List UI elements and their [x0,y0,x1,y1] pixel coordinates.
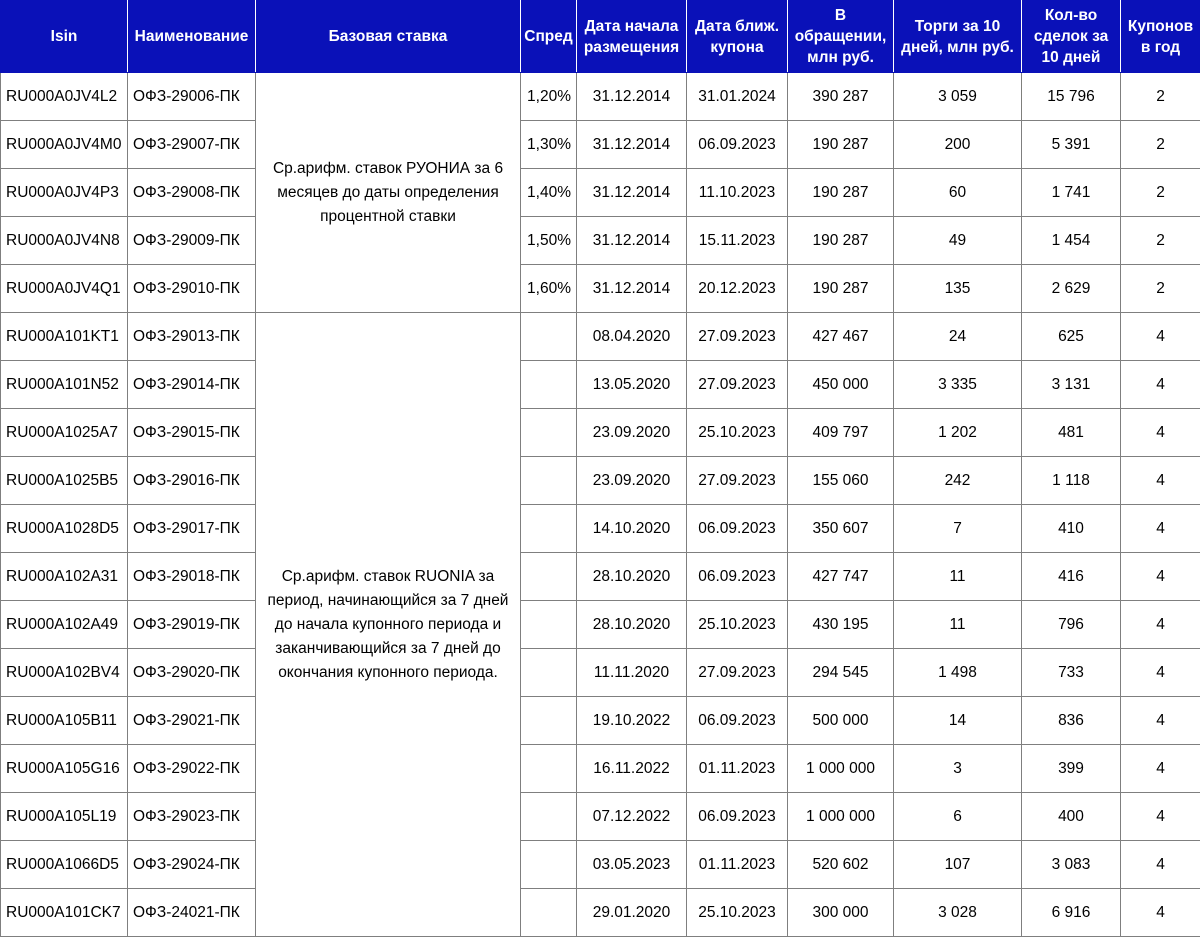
isin-cell: RU000A101CK7 [1,889,128,937]
start-date-cell: 19.10.2022 [577,697,687,745]
table-row [1,505,1200,553]
base-rate-cell: Ср.арифм. ставок RUONIA за период, начинающийся за 7 дней до начала купонного периода и заканчивающийся за 7 дней до окончания купонного периода. [256,313,521,937]
start-date-cell: 16.11.2022 [577,745,687,793]
coupons-per-year-cell: 2 [1121,217,1200,265]
turnover-cell: 242 [894,457,1022,505]
turnover-cell: 1 498 [894,649,1022,697]
deals-cell: 481 [1022,409,1121,457]
table-row [1,697,1200,745]
turnover-cell: 60 [894,169,1022,217]
coupons-per-year-cell: 4 [1121,649,1200,697]
outstanding-cell: 190 287 [788,265,894,313]
deals-cell: 15 796 [1022,73,1121,121]
isin-cell: RU000A1025B5 [1,457,128,505]
outstanding-cell: 155 060 [788,457,894,505]
start-date-cell: 08.04.2020 [577,313,687,361]
outstanding-cell: 409 797 [788,409,894,457]
name-cell: ОФЗ-29024-ПК [128,841,256,889]
turnover-cell: 107 [894,841,1022,889]
coupons-per-year-cell: 4 [1121,841,1200,889]
name-cell: ОФЗ-29015-ПК [128,409,256,457]
isin-cell: RU000A0JV4P3 [1,169,128,217]
spread-cell: 1,30% [521,121,577,169]
next-coupon-cell: 31.01.2024 [687,73,788,121]
name-cell: ОФЗ-29019-ПК [128,601,256,649]
deals-cell: 6 916 [1022,889,1121,937]
next-coupon-cell: 27.09.2023 [687,649,788,697]
start-date-cell: 31.12.2014 [577,121,687,169]
spread-cell [521,409,577,457]
isin-cell: RU000A102A31 [1,553,128,601]
coupons-per-year-cell: 4 [1121,457,1200,505]
isin-cell: RU000A105L19 [1,793,128,841]
start-date-cell: 31.12.2014 [577,73,687,121]
header-spread: Спред [521,1,577,73]
next-coupon-cell: 25.10.2023 [687,409,788,457]
next-coupon-cell: 01.11.2023 [687,841,788,889]
deals-cell: 399 [1022,745,1121,793]
turnover-cell: 3 028 [894,889,1022,937]
name-cell: ОФЗ-29020-ПК [128,649,256,697]
turnover-cell: 11 [894,553,1022,601]
name-cell: ОФЗ-29009-ПК [128,217,256,265]
turnover-cell: 7 [894,505,1022,553]
name-cell: ОФЗ-29021-ПК [128,697,256,745]
next-coupon-cell: 06.09.2023 [687,553,788,601]
name-cell: ОФЗ-29014-ПК [128,361,256,409]
outstanding-cell: 390 287 [788,73,894,121]
next-coupon-cell: 25.10.2023 [687,601,788,649]
coupons-per-year-cell: 4 [1121,313,1200,361]
next-coupon-cell: 20.12.2023 [687,265,788,313]
deals-cell: 5 391 [1022,121,1121,169]
isin-cell: RU000A1066D5 [1,841,128,889]
isin-cell: RU000A105B11 [1,697,128,745]
next-coupon-cell: 27.09.2023 [687,313,788,361]
turnover-cell: 11 [894,601,1022,649]
coupons-per-year-cell: 4 [1121,361,1200,409]
table-row [1,745,1200,793]
spread-cell [521,505,577,553]
deals-cell: 796 [1022,601,1121,649]
isin-cell: RU000A1025A7 [1,409,128,457]
next-coupon-cell: 06.09.2023 [687,505,788,553]
spread-cell [521,841,577,889]
deals-cell: 836 [1022,697,1121,745]
next-coupon-cell: 27.09.2023 [687,457,788,505]
name-cell: ОФЗ-29010-ПК [128,265,256,313]
next-coupon-cell: 06.09.2023 [687,793,788,841]
next-coupon-cell: 06.09.2023 [687,121,788,169]
outstanding-cell: 450 000 [788,361,894,409]
table-row [1,169,1200,217]
next-coupon-cell: 15.11.2023 [687,217,788,265]
table-row [1,649,1200,697]
isin-cell: RU000A102BV4 [1,649,128,697]
table-row [1,889,1200,937]
name-cell: ОФЗ-29022-ПК [128,745,256,793]
next-coupon-cell: 06.09.2023 [687,697,788,745]
coupons-per-year-cell: 2 [1121,121,1200,169]
turnover-cell: 6 [894,793,1022,841]
outstanding-cell: 427 747 [788,553,894,601]
outstanding-cell: 427 467 [788,313,894,361]
name-cell: ОФЗ-29023-ПК [128,793,256,841]
deals-cell: 3 083 [1022,841,1121,889]
name-cell: ОФЗ-29016-ПК [128,457,256,505]
table-row [1,361,1200,409]
start-date-cell: 31.12.2014 [577,217,687,265]
isin-cell: RU000A0JV4L2 [1,73,128,121]
spread-cell [521,745,577,793]
turnover-cell: 1 202 [894,409,1022,457]
table-row [1,121,1200,169]
header-turnover: Торги за 10 дней, млн руб. [894,1,1022,73]
header-isin: Isin [1,1,128,73]
turnover-cell: 49 [894,217,1022,265]
next-coupon-cell: 11.10.2023 [687,169,788,217]
spread-cell [521,601,577,649]
coupons-per-year-cell: 4 [1121,889,1200,937]
isin-cell: RU000A0JV4M0 [1,121,128,169]
isin-cell: RU000A102A49 [1,601,128,649]
coupons-per-year-cell: 2 [1121,169,1200,217]
spread-cell: 1,20% [521,73,577,121]
spread-cell [521,553,577,601]
outstanding-cell: 520 602 [788,841,894,889]
deals-cell: 410 [1022,505,1121,553]
table-body [1,73,1200,937]
table-row [1,457,1200,505]
name-cell: ОФЗ-29017-ПК [128,505,256,553]
table-row [1,841,1200,889]
start-date-cell: 03.05.2023 [577,841,687,889]
deals-cell: 733 [1022,649,1121,697]
outstanding-cell: 430 195 [788,601,894,649]
base-rate-cell: Ср.арифм. ставок РУОНИА за 6 месяцев до даты определения процентной ставки [256,73,521,313]
name-cell: ОФЗ-29007-ПК [128,121,256,169]
table-row [1,409,1200,457]
deals-cell: 1 454 [1022,217,1121,265]
isin-cell: RU000A0JV4Q1 [1,265,128,313]
table-row [1,265,1200,313]
coupons-per-year-cell: 4 [1121,745,1200,793]
header-coupons-per-year: Купонов в год [1121,1,1200,73]
deals-cell: 400 [1022,793,1121,841]
table-row [1,73,1200,121]
isin-cell: RU000A101KT1 [1,313,128,361]
outstanding-cell: 500 000 [788,697,894,745]
spread-cell [521,361,577,409]
spread-cell [521,793,577,841]
turnover-cell: 24 [894,313,1022,361]
start-date-cell: 07.12.2022 [577,793,687,841]
spread-cell [521,649,577,697]
deals-cell: 1 118 [1022,457,1121,505]
header-deals: Кол-во сделок за 10 дней [1022,1,1121,73]
coupons-per-year-cell: 4 [1121,697,1200,745]
coupons-per-year-cell: 4 [1121,409,1200,457]
coupons-per-year-cell: 4 [1121,505,1200,553]
next-coupon-cell: 01.11.2023 [687,745,788,793]
deals-cell: 1 741 [1022,169,1121,217]
coupons-per-year-cell: 4 [1121,793,1200,841]
next-coupon-cell: 25.10.2023 [687,889,788,937]
header-next-coupon: Дата ближ. купона [687,1,788,73]
start-date-cell: 11.11.2020 [577,649,687,697]
header-outstanding: В обращении, млн руб. [788,1,894,73]
isin-cell: RU000A105G16 [1,745,128,793]
outstanding-cell: 1 000 000 [788,793,894,841]
coupons-per-year-cell: 2 [1121,73,1200,121]
turnover-cell: 3 335 [894,361,1022,409]
name-cell: ОФЗ-24021-ПК [128,889,256,937]
outstanding-cell: 1 000 000 [788,745,894,793]
next-coupon-cell: 27.09.2023 [687,361,788,409]
turnover-cell: 135 [894,265,1022,313]
isin-cell: RU000A1028D5 [1,505,128,553]
start-date-cell: 23.09.2020 [577,409,687,457]
table-row [1,601,1200,649]
spread-cell [521,313,577,361]
spread-cell [521,697,577,745]
deals-cell: 625 [1022,313,1121,361]
turnover-cell: 200 [894,121,1022,169]
table-row [1,313,1200,361]
isin-cell: RU000A101N52 [1,361,128,409]
start-date-cell: 28.10.2020 [577,553,687,601]
outstanding-cell: 190 287 [788,217,894,265]
start-date-cell: 23.09.2020 [577,457,687,505]
header-name: Наименование [128,1,256,73]
deals-cell: 3 131 [1022,361,1121,409]
outstanding-cell: 190 287 [788,169,894,217]
start-date-cell: 14.10.2020 [577,505,687,553]
outstanding-cell: 350 607 [788,505,894,553]
deals-cell: 2 629 [1022,265,1121,313]
start-date-cell: 28.10.2020 [577,601,687,649]
start-date-cell: 31.12.2014 [577,265,687,313]
name-cell: ОФЗ-29006-ПК [128,73,256,121]
turnover-cell: 3 059 [894,73,1022,121]
table-row [1,553,1200,601]
start-date-cell: 31.12.2014 [577,169,687,217]
outstanding-cell: 294 545 [788,649,894,697]
start-date-cell: 13.05.2020 [577,361,687,409]
spread-cell [521,889,577,937]
start-date-cell: 29.01.2020 [577,889,687,937]
spread-cell: 1,50% [521,217,577,265]
outstanding-cell: 190 287 [788,121,894,169]
table-row [1,793,1200,841]
header-base-rate: Базовая ставка [256,1,521,73]
spread-cell [521,457,577,505]
spread-cell: 1,40% [521,169,577,217]
header-start-date: Дата начала размещения [577,1,687,73]
isin-cell: RU000A0JV4N8 [1,217,128,265]
coupons-per-year-cell: 4 [1121,553,1200,601]
name-cell: ОФЗ-29018-ПК [128,553,256,601]
turnover-cell: 14 [894,697,1022,745]
spread-cell: 1,60% [521,265,577,313]
turnover-cell: 3 [894,745,1022,793]
deals-cell: 416 [1022,553,1121,601]
name-cell: ОФЗ-29008-ПК [128,169,256,217]
header-row [1,1,1200,73]
name-cell: ОФЗ-29013-ПК [128,313,256,361]
coupons-per-year-cell: 2 [1121,265,1200,313]
table-row [1,217,1200,265]
coupons-per-year-cell: 4 [1121,601,1200,649]
outstanding-cell: 300 000 [788,889,894,937]
